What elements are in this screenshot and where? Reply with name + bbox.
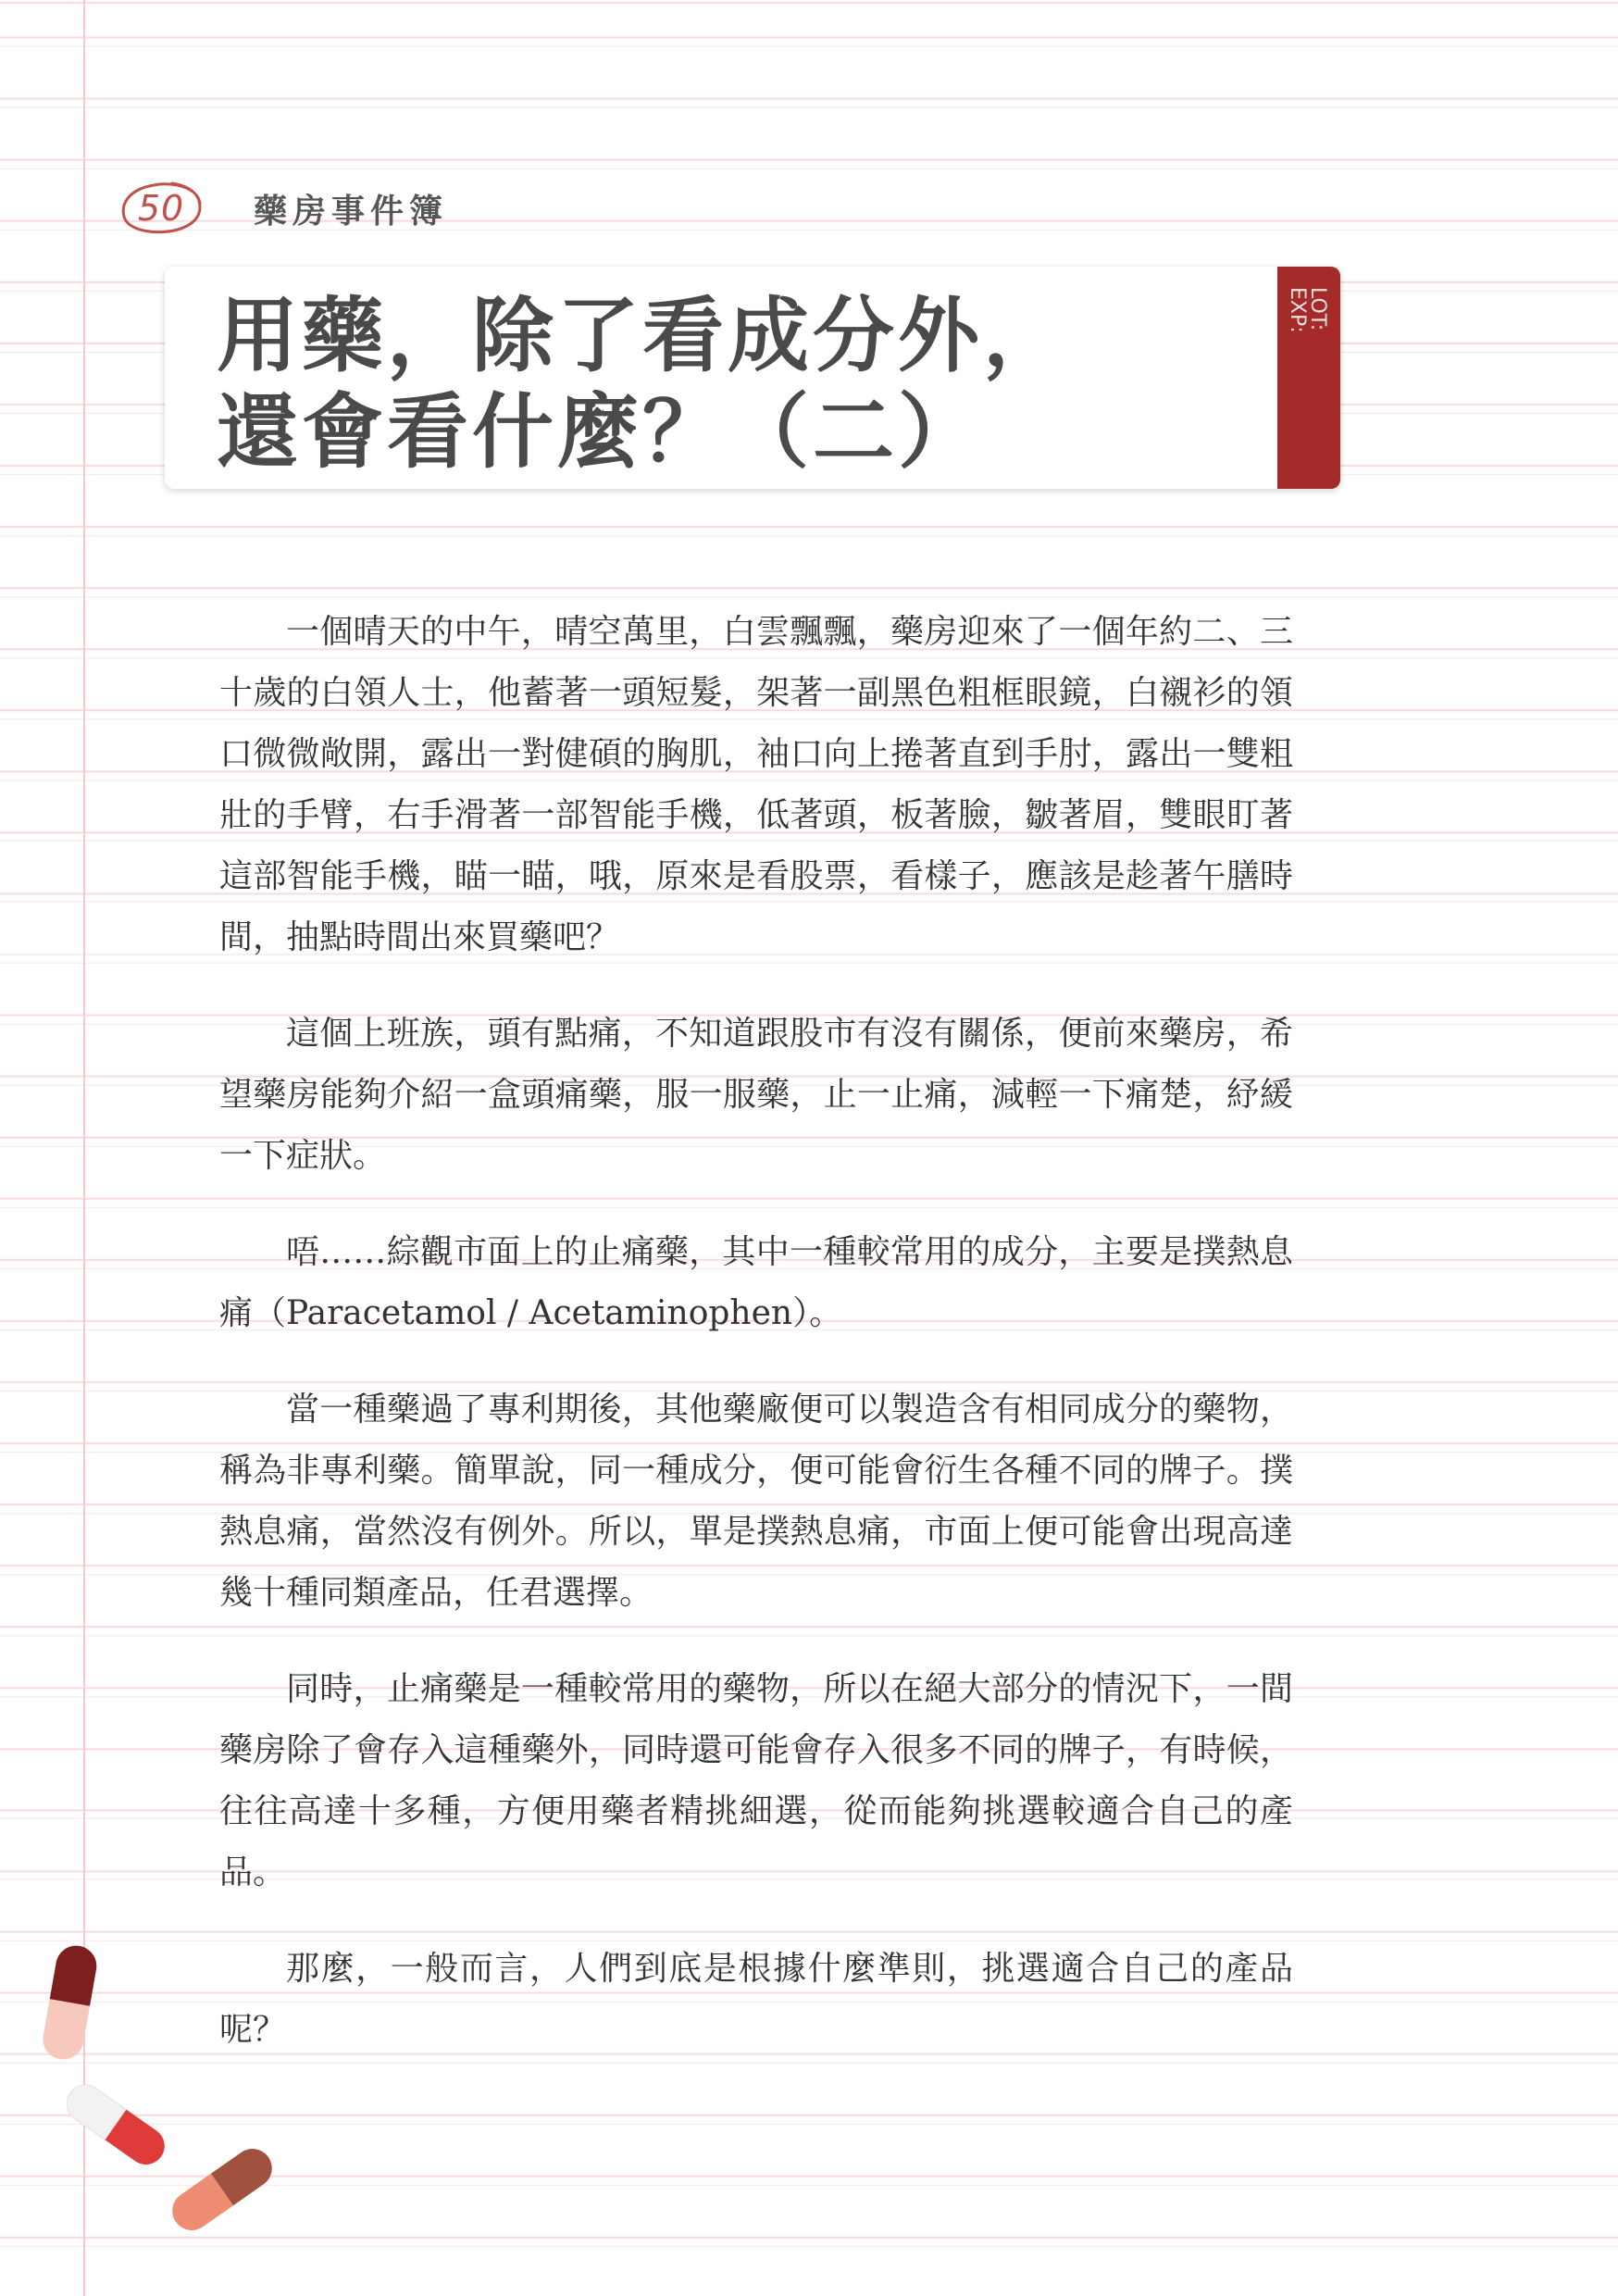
page-number: 50 (137, 188, 185, 229)
paragraph-6: 那麼，一般而言，人們到底是根據什麼準則，挑選適合自己的產品呢？ (219, 1950, 1293, 2049)
pill-capsule-salmon-brown-icon (153, 2134, 292, 2245)
lot-exp-labels (1287, 287, 1327, 333)
chapter-title-card (165, 267, 1340, 489)
chapter-title (217, 287, 1179, 480)
exp-label: EXP: (1286, 287, 1309, 333)
paragraph-2: 這個上班族，頭有點痛，不知道跟股市有沒有關係，便前來藥房，希望藥房能夠介紹一盒頭痛藥，服一服藥，止一止痛，減輕一下痛楚，紓緩一下症狀。 (219, 1015, 1293, 1175)
paragraph-1: 一個晴天的中午，晴空萬里，白雲飄飄，藥房迎來了一個年約二、三十歲的白領人士，他蓄著一頭短髮，架著一副黑色粗框眼鏡，白襯衫的領口微微敞開，露出一對健碩的胸肌，袖口向上捲著直到手肘，露出一雙粗壯的手臂，右手滑著一部智能手機，低著頭，板著臉，皺著眉，雙眼盯著這部智能手機，瞄一瞄，哦，原來是看股票，看樣子，應該是趁著午膳時間，抽點時間出來買藥吧？ (219, 613, 1293, 956)
chapter-title-line-2: 還會看什麼？（二） (217, 383, 984, 480)
paragraph-3: 唔……綜觀市面上的止痛藥，其中一種較常用的成分，主要是撲熱息痛（Paracetamol / Acetaminophen）。 (219, 1233, 1293, 1332)
book-title: 藥房事件簿 (254, 191, 449, 231)
pill-capsule-dark-red-icon (19, 1930, 120, 2078)
paragraph-5: 同時，止痛藥是一種較常用的藥物，所以在絕大部分的情況下，一間藥房除了會存入這種藥外，同時還可能會存入很多不同的牌子，有時候，往往高達十多種，方便用藥者精挑細選，從而能夠挑選較適合自己的產品。 (219, 1670, 1293, 1891)
article-body (219, 602, 1293, 2096)
page-header (117, 167, 448, 250)
page-number-badge (117, 178, 205, 239)
lot-label: LOT: (1306, 287, 1329, 331)
chapter-title-line-1: 用藥，除了看成分外， (217, 287, 1069, 383)
lot-exp-tab (1277, 267, 1340, 489)
paragraph-4: 當一種藥過了專利期後，其他藥廠便可以製造含有相同成分的藥物，稱為非專利藥。簡單說，同一種成分，便可能會衍生各種不同的牌子。撲熱息痛，當然沒有例外。所以，單是撲熱息痛，市面上便可能會出現高達幾十種同類產品，任君選擇。 (219, 1391, 1293, 1612)
